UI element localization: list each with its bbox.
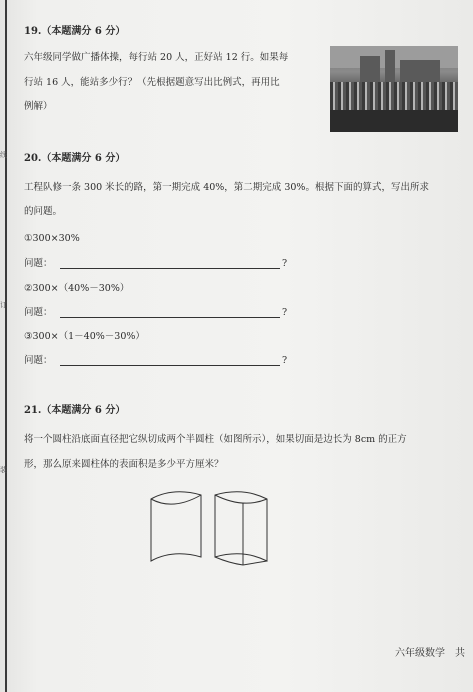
binding-line (5, 0, 7, 692)
q20-question-label-1: 问题： (24, 258, 53, 269)
q20-answer-line-1[interactable] (60, 268, 280, 269)
q20-answer-line-2[interactable] (60, 317, 280, 318)
q19-text-line1: 六年级同学做广播体操，每行站 20 人，正好站 12 行。如果每 (24, 52, 289, 63)
q20-question-label-3: 问题： (24, 355, 53, 366)
side-mark-1: 线 (0, 151, 7, 159)
q19-exercise-photo (330, 46, 458, 132)
q20-text-line1: 工程队修一条 300 米长的路，第一期完成 40%，第二期完成 30%。根据下面的算式，写出所求 (24, 182, 429, 193)
side-mark-3: 装 (0, 466, 7, 474)
half-cylinders-figure (143, 487, 273, 567)
q20-question-mark-2: ? (282, 307, 288, 318)
q20-answer-line-3[interactable] (60, 365, 280, 366)
q19-text-line3: 例解） (24, 101, 53, 112)
right-half-cylinder (215, 492, 267, 561)
q21-text-line1: 将一个圆柱沿底面直径把它纵切成两个半圆柱（如图所示），如果切面是边长为 8cm 的正方 (24, 434, 407, 445)
q20-question-mark-1: ? (282, 258, 288, 269)
q20-text-line2: 的问题。 (24, 206, 63, 217)
q19-heading: 19.（本题满分 6 分） (24, 26, 126, 37)
q20-question-mark-3: ? (282, 355, 288, 366)
q20-expression-3: ③300×（1－40%－30%） (24, 331, 145, 342)
q21-heading: 21.（本题满分 6 分） (24, 405, 126, 416)
q20-question-label-2: 问题： (24, 307, 53, 318)
page-footer: 六年级数学 共 (395, 648, 465, 659)
q20-expression-1: ①300×30% (24, 233, 80, 244)
q19-text-line2: 行站 16 人，能站多少行？（先根据题意写出比例式，再用比 (24, 77, 280, 88)
q20-heading: 20.（本题满分 6 分） (24, 153, 126, 164)
side-mark-2: 订 (0, 301, 7, 309)
q20-expression-2: ②300×（40%－30%） (24, 283, 130, 294)
q21-text-line2: 形，那么原来圆柱体的表面积是多少平方厘米？ (24, 459, 224, 470)
